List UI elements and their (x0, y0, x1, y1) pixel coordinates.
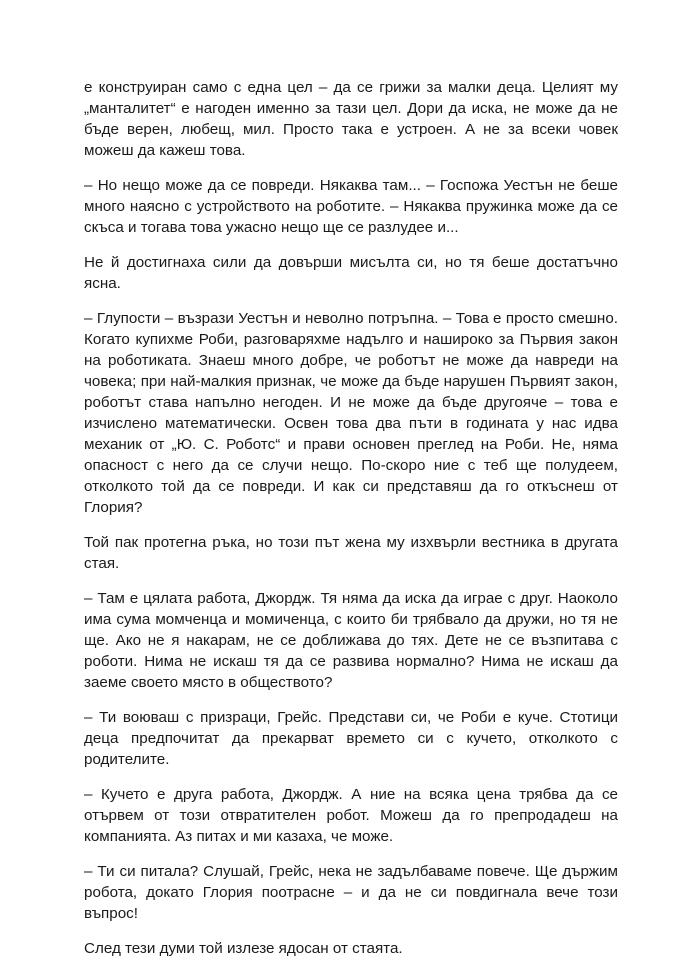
paragraph: Той пак протегна ръка, но този път жена му изхвърли вестника в другата стая. (84, 534, 618, 572)
paragraph: – Там е цялата работа, Джордж. Тя няма да иска да играе с друг. Наоколо има сума момченца и момиченца, с които би трябвало да дружи, но тя не ще. Ако не я накарам, не се доближава до тях. Дете не се възпитава с роботи. Нима не искаш тя да се развива нормално? Нима не искаш да заеме своето място в обществото? (84, 590, 618, 691)
paragraph: е конструиран само с една цел – да се грижи за малки деца. Целият му „манталитет“ е нагоден именно за тази цел. Дори да иска, не може да не бъде верен, любещ, мил. Просто така е устроен. А не за всеки човек можеш да кажеш това. (84, 79, 618, 159)
document-body (84, 77, 618, 973)
paragraph: – Кучето е друга работа, Джордж. А ние на всяка цена трябва да се отървем от този отвратителен робот. Можеш да го препродадеш на компанията. Аз питах и ми казаха, че може. (84, 786, 618, 845)
paragraph: След тези думи той излезе ядосан от стаята. (84, 940, 403, 957)
paragraph: – Но нещо може да се повреди. Някаква там... – Госпожа Уестън не беше много наясно с устройството на роботите. – Някаква пружинка може да се скъса и тогава това ужасно нещо ще се разлудее и... (84, 177, 618, 236)
paragraph: – Глупости – възрази Уестън и неволно потръпна. – Това е просто смешно. Когато купихме Роби, разговаряхме надълго и нашироко за Първия закон на роботиката. Знаеш много добре, че роботът не може да навреди на човека; при най-малкия признак, че може да бъде нарушен Първият закон, роботът става напълно негоден. И не може да бъде другояче – това е изчислено математически. Освен това два пъти в годината у нас идва механик от „Ю. С. Роботс“ и прави основен преглед на Роби. Не, няма опасност с него да се случи нещо. По-скоро ние с теб ще полудеем, отколкото той да се повреди. И как си представяш да го откъснеш от Глория? (84, 310, 618, 516)
paragraph: Не й достигнаха сили да довърши мисълта си, но тя беше достатъчно ясна. (84, 254, 618, 292)
paragraph: – Ти си питала? Слушай, Грейс, нека не задълбаваме повече. Ще държим робота, докато Глория поотрасне – и да не си повдигнала вече този въпрос! (84, 863, 618, 922)
paragraph: – Ти воюваш с призраци, Грейс. Представи си, че Роби е куче. Стотици деца предпочитат да прекарват времето си с кучето, отколкото с родителите. (84, 709, 618, 768)
